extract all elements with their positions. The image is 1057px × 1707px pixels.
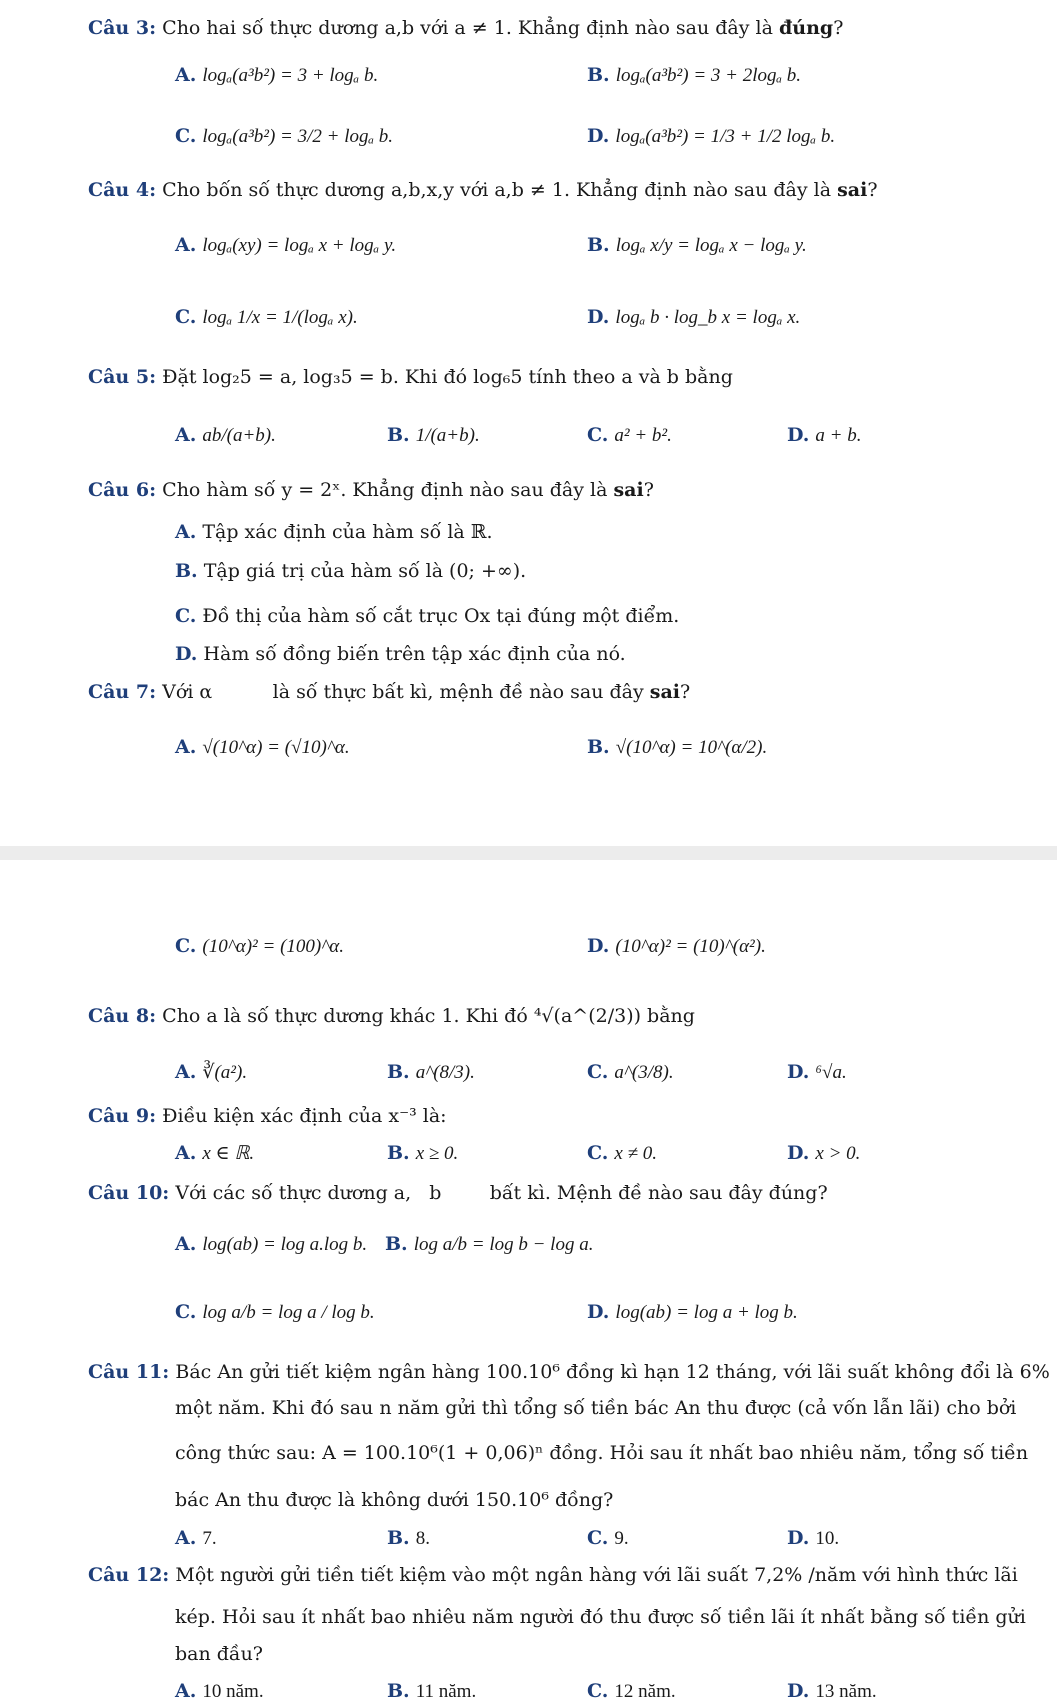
- option-letter: B.: [387, 1527, 410, 1549]
- option-c[interactable]: [587, 1141, 657, 1166]
- option-a[interactable]: [175, 423, 276, 448]
- option-text: 11 năm.: [415, 1681, 477, 1702]
- question-10: [88, 1181, 828, 1205]
- option-letter: A.: [175, 1233, 197, 1255]
- option-letter: D.: [587, 935, 610, 957]
- option-letter: A.: [175, 234, 197, 256]
- question-label: Câu 5:: [88, 366, 157, 388]
- question-stem: Cho bốn số thực dương a,b,x,y với a,b ≠ 1. Khẳng định nào sau đây là: [162, 179, 832, 201]
- question-label: Câu 8:: [88, 1005, 157, 1027]
- question-6: [88, 478, 654, 502]
- option-a[interactable]: [175, 1141, 254, 1166]
- option-text: logₐ(a³b²) = 3 + 2logₐ b.: [615, 65, 802, 86]
- option-letter: C.: [587, 1527, 609, 1549]
- option-text: x ≠ 0.: [614, 1143, 658, 1164]
- option-letter: C.: [587, 1061, 609, 1083]
- option-letter: B.: [387, 1680, 410, 1702]
- option-letter: C.: [175, 306, 197, 328]
- option-letter: C.: [175, 125, 197, 147]
- option-text: Tập giá trị của hàm số là (0; +∞).: [203, 560, 527, 582]
- question-end: ?: [867, 179, 878, 201]
- question-line: ban đầu?: [175, 1643, 263, 1665]
- option-letter: D.: [787, 1680, 810, 1702]
- question-stem: Cho hàm số y = 2ˣ. Khẳng định nào sau đây là: [162, 479, 608, 501]
- option-text: 12 năm.: [614, 1681, 676, 1702]
- option-text: Đồ thị của hàm số cắt trục Ox tại đúng một điểm.: [202, 605, 680, 627]
- question-8: [88, 1004, 695, 1028]
- option-c[interactable]: [587, 1060, 674, 1085]
- option-text: 13 năm.: [815, 1681, 877, 1702]
- question-label: Câu 12:: [88, 1564, 170, 1586]
- option-letter: A.: [175, 424, 197, 446]
- question-7: [88, 680, 690, 704]
- option-a[interactable]: [175, 735, 350, 760]
- question-stem: Cho hai số thực dương a,b với a ≠ 1. Khẳng định nào sau đây là: [162, 17, 773, 39]
- option-c[interactable]: [175, 124, 393, 149]
- option-letter: D.: [787, 1527, 810, 1549]
- option-letter: C.: [587, 1142, 609, 1164]
- option-letter: B.: [175, 560, 198, 582]
- option-text: x ≥ 0.: [415, 1143, 459, 1164]
- option-c[interactable]: [175, 934, 344, 959]
- option-letter: D.: [175, 643, 198, 665]
- option-a[interactable]: [175, 520, 493, 544]
- question-label: Câu 11:: [88, 1361, 170, 1383]
- option-letter: B.: [587, 736, 610, 758]
- option-text: a^(8/3).: [415, 1062, 475, 1083]
- question-label: Câu 3:: [88, 17, 157, 39]
- option-text: a + b.: [815, 425, 862, 446]
- question-stem: Cho a là số thực dương khác 1. Khi đó ⁴√(a^(2/3)) bằng: [162, 1005, 695, 1027]
- option-letter: C.: [175, 1301, 197, 1323]
- option-text: log(ab) = log a + log b.: [615, 1302, 798, 1323]
- option-letter: A.: [175, 1142, 197, 1164]
- option-d[interactable]: [587, 934, 766, 959]
- option-letter: A.: [175, 521, 197, 543]
- option-letter: A.: [175, 64, 197, 86]
- option-c[interactable]: [175, 604, 679, 628]
- option-text: (10^α)² = (100)^α.: [202, 936, 344, 957]
- option-text: logₐ(xy) = logₐ x + logₐ y.: [202, 235, 397, 256]
- option-letter: D.: [787, 424, 810, 446]
- option-d[interactable]: [787, 423, 862, 448]
- option-d[interactable]: [787, 1679, 877, 1704]
- option-c[interactable]: [587, 1526, 629, 1551]
- option-text: ∛(a²).: [202, 1062, 248, 1083]
- option-text: logₐ b · log_b x = logₐ x.: [615, 307, 801, 328]
- option-text: 10.: [815, 1528, 840, 1549]
- question-3: [88, 16, 843, 40]
- question-line: Bác An gửi tiết kiệm ngân hàng 100.10⁶ đồng kì hạn 12 tháng, với lãi suất không đổi là 6%: [175, 1361, 1050, 1383]
- option-text: ⁶√a.: [815, 1062, 847, 1083]
- option-text: 9.: [614, 1528, 629, 1549]
- option-letter: A.: [175, 736, 197, 758]
- option-d[interactable]: [787, 1060, 847, 1085]
- option-letter: C.: [175, 935, 197, 957]
- question-5: [88, 365, 733, 389]
- option-b[interactable]: [387, 1060, 475, 1085]
- option-text: logₐ(a³b²) = 3 + logₐ b.: [202, 65, 379, 86]
- option-text: 7.: [202, 1528, 217, 1549]
- question-label: Câu 4:: [88, 179, 157, 201]
- option-c[interactable]: [587, 423, 672, 448]
- question-label: Câu 10:: [88, 1182, 170, 1204]
- option-letter: D.: [587, 1301, 610, 1323]
- option-letter: C.: [587, 424, 609, 446]
- option-text: 10 năm.: [202, 1681, 264, 1702]
- option-text: √(10^α) = (√10)^α.: [202, 737, 350, 758]
- option-text: a² + b².: [614, 425, 672, 446]
- option-text: x > 0.: [815, 1143, 861, 1164]
- option-text: 8.: [415, 1528, 430, 1549]
- option-text: log a/b = log a / log b.: [202, 1302, 375, 1323]
- option-d[interactable]: [587, 124, 835, 149]
- question-end: ?: [643, 479, 654, 501]
- option-letter: C.: [587, 1680, 609, 1702]
- option-a[interactable]: [175, 233, 396, 258]
- option-letter: D.: [587, 125, 610, 147]
- option-b[interactable]: [587, 233, 807, 258]
- question-4: [88, 178, 878, 202]
- question-line: kép. Hỏi sau ít nhất bao nhiêu năm người đó thu được số tiền lãi ít nhất bằng số tiền gửi: [175, 1606, 1026, 1628]
- question-label: Câu 7:: [88, 681, 157, 703]
- option-d[interactable]: [787, 1526, 839, 1551]
- question-label: Câu 9:: [88, 1105, 157, 1127]
- option-b[interactable]: [387, 1141, 458, 1166]
- option-b[interactable]: [387, 423, 480, 448]
- question-emphasis: sai: [613, 479, 644, 501]
- option-letter: B.: [387, 424, 410, 446]
- option-letter: B.: [387, 1142, 410, 1164]
- question-stem: Với các số thực dương a, b bất kì. Mệnh đề nào sau đây đúng?: [175, 1182, 828, 1204]
- option-letter: C.: [175, 605, 197, 627]
- option-b[interactable]: [387, 1526, 430, 1551]
- option-c[interactable]: [587, 1679, 676, 1704]
- option-d[interactable]: [175, 642, 626, 666]
- question-line: một năm. Khi đó sau n năm gửi thì tổng số tiền bác An thu được (cả vốn lẫn lãi) cho bởi: [175, 1397, 1017, 1419]
- option-text: Hàm số đồng biến trên tập xác định của nó.: [203, 643, 626, 665]
- question-stem: Với α là số thực bất kì, mệnh đề nào sau đây: [162, 681, 644, 703]
- option-d[interactable]: [587, 305, 800, 330]
- question-emphasis: sai: [837, 179, 868, 201]
- question-line: bác An thu được là không dưới 150.10⁶ đồng?: [175, 1489, 614, 1511]
- option-text: logₐ(a³b²) = 3/2 + logₐ b.: [202, 126, 394, 147]
- question-9: [88, 1104, 447, 1128]
- option-a[interactable]: [175, 1232, 367, 1257]
- question-label: Câu 6:: [88, 479, 157, 501]
- question-end: ?: [680, 681, 691, 703]
- option-letter: D.: [587, 306, 610, 328]
- option-b[interactable]: [385, 1232, 593, 1257]
- option-a[interactable]: [175, 1060, 247, 1085]
- option-letter: B.: [387, 1061, 410, 1083]
- option-letter: B.: [385, 1233, 408, 1255]
- option-text: logₐ 1/x = 1/(logₐ x).: [202, 307, 358, 328]
- option-letter: A.: [175, 1680, 197, 1702]
- option-b[interactable]: [587, 63, 801, 88]
- option-text: 1/(a+b).: [415, 425, 480, 446]
- question-stem: Đặt log₂5 = a, log₃5 = b. Khi đó log₆5 tính theo a và b bằng: [162, 366, 733, 388]
- question-stem: Điều kiện xác định của x⁻³ là:: [162, 1105, 447, 1127]
- question-emphasis: sai: [649, 681, 681, 703]
- option-letter: B.: [587, 234, 610, 256]
- option-letter: D.: [787, 1061, 810, 1083]
- option-b[interactable]: [175, 559, 526, 583]
- option-text: √(10^α) = 10^(α/2).: [615, 737, 768, 758]
- option-b[interactable]: [587, 735, 767, 760]
- option-b[interactable]: [387, 1679, 476, 1704]
- option-text: log(ab) = log a.log b.: [202, 1234, 368, 1255]
- question-emphasis: đúng: [779, 17, 834, 39]
- question-12: [88, 1563, 1018, 1587]
- option-text: (10^α)² = (10)^(α²).: [615, 936, 766, 957]
- option-a[interactable]: [175, 1679, 264, 1704]
- question-end: ?: [833, 17, 844, 39]
- question-11: [88, 1360, 1050, 1384]
- option-text: a^(3/8).: [614, 1062, 674, 1083]
- option-a[interactable]: [175, 63, 378, 88]
- option-text: log a/b = log b − log a.: [413, 1234, 594, 1255]
- option-text: ab/(a+b).: [202, 425, 276, 446]
- option-letter: A.: [175, 1527, 197, 1549]
- option-a[interactable]: [175, 1526, 217, 1551]
- option-letter: D.: [787, 1142, 810, 1164]
- option-c[interactable]: [175, 1300, 375, 1325]
- question-line: Một người gửi tiền tiết kiệm vào một ngân hàng với lãi suất 7,2% /năm với hình thức lãi: [175, 1564, 1018, 1586]
- page-break-band: [0, 846, 1057, 860]
- option-text: logₐ(a³b²) = 1/3 + 1/2 logₐ b.: [615, 126, 836, 147]
- option-letter: B.: [587, 64, 610, 86]
- option-text: logₐ x/y = logₐ x − logₐ y.: [615, 235, 807, 256]
- option-d[interactable]: [587, 1300, 798, 1325]
- option-text: x ∈ ℝ.: [202, 1143, 255, 1164]
- option-letter: A.: [175, 1061, 197, 1083]
- option-c[interactable]: [175, 305, 358, 330]
- option-d[interactable]: [787, 1141, 860, 1166]
- option-text: Tập xác định của hàm số là ℝ.: [202, 521, 493, 543]
- question-line: công thức sau: A = 100.10⁶(1 + 0,06)ⁿ đồng. Hỏi sau ít nhất bao nhiêu năm, tổng số tiền: [175, 1442, 1029, 1464]
